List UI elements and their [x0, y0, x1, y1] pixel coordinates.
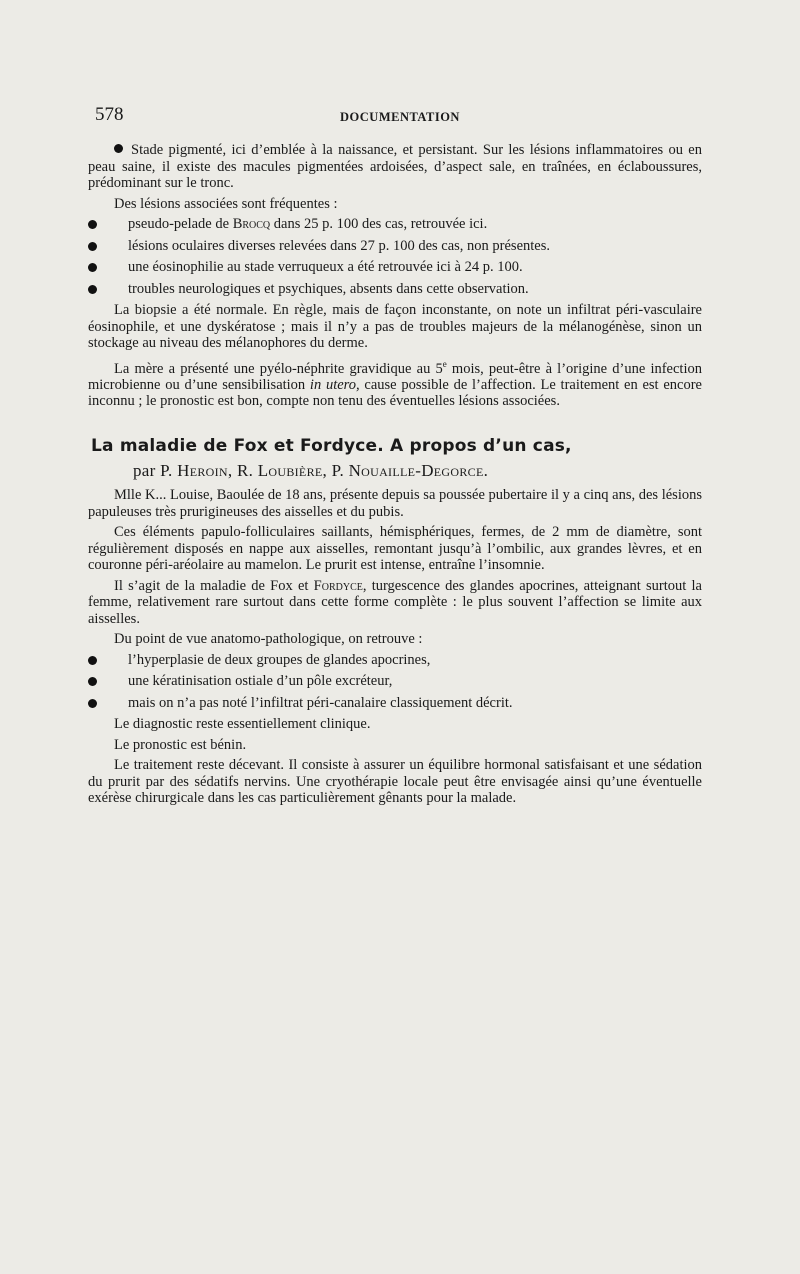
article-title: La maladie de Fox et Fordyce. A propos d’un cas, [91, 436, 572, 456]
list-associated-lesions [88, 216, 702, 297]
list-item: une éosinophilie au stade verruqueux a été retrouvée ici à 24 p. 100. [88, 259, 702, 276]
section-fox-fordyce [88, 487, 702, 811]
article-authors: par P. Heroin, R. Loubière, P. Nouaille-Degorce. [133, 461, 489, 480]
paragraph-traitement: Le traitement reste décevant. Il consiste à assurer un équilibre hormonal satisfaisant et une sédation du prurit par des sédatifs nervins. Une cryothérapie locale peut être envisagée ainsi qu’une éventuelle exérèse chirurgicale dans les cas particulièrement gênants pour la malade. [88, 757, 702, 806]
bullet-icon [88, 656, 97, 665]
bullet-icon [88, 285, 97, 294]
list-item: lésions oculaires diverses relevées dans 27 p. 100 des cas, non présentes. [88, 238, 702, 255]
section-previous-article [88, 142, 702, 414]
running-head: DOCUMENTATION [340, 110, 460, 124]
bullet-icon [88, 699, 97, 708]
list-item: une kératinisation ostiale d’un pôle excréteur, [88, 673, 702, 690]
paragraph-pronostic: Le pronostic est bénin. [114, 736, 247, 753]
bullet-icon [88, 677, 97, 686]
paragraph-diagnostic: Le diagnostic reste essentiellement clinique. [114, 716, 371, 732]
paragraph-patient: Mlle K... Louise, Baoulée de 18 ans, présente depuis sa poussée pubertaire il y a cinq ans, des lésions papuleuses très prurigineuses des aisselles et du pubis. [88, 487, 702, 520]
author-name: Fordyce [313, 577, 363, 594]
bullet-icon [114, 144, 123, 153]
bullet-icon [88, 263, 97, 272]
paragraph-lesions-intro: Des lésions associées sont fréquentes : [114, 195, 338, 212]
list-anapath-findings [88, 652, 702, 712]
bullet-icon [88, 220, 97, 229]
list-item: pseudo-pelade de Brocq dans 25 p. 100 des cas, retrouvée ici. [88, 216, 702, 233]
list-item: mais on n’a pas noté l’infiltrat péri-canalaire classiquement décrit. [88, 695, 702, 712]
paragraph-stade-pigmente: Stade pigmenté, ici d’emblée à la naissance, et persistant. Sur les lésions inflammatoires ou en peau saine, il existe des macules pigmentées ardoisées, d’aspect sale, en traînées, en éclaboussures, prédominant sur le tronc. [88, 142, 702, 191]
page-header [95, 104, 705, 128]
list-item: l’hyperplasie de deux groupes de glandes apocrines, [88, 652, 702, 669]
bullet-icon [88, 242, 97, 251]
page-number: 578 [95, 104, 124, 125]
list-item: troubles neurologiques et psychiques, absents dans cette observation. [88, 281, 702, 298]
paragraph-anapath-intro: Du point de vue anatomo-pathologique, on retrouve : [114, 631, 423, 647]
author-name: Brocq [232, 216, 271, 232]
paragraph-biopsie: La biopsie a été normale. En règle, mais de façon inconstante, on note un infiltrat péri-vasculaire éosinophile, et une dyskératose ; mais il n’y a pas de troubles majeurs de la mélanogénèse, sinon un stockage au niveau des mélanophores du derme. [88, 302, 702, 351]
paragraph-mere: La mère a présenté une pyélo-néphrite gravidique au 5e mois, peut-être à l’origine d’une infection microbienne ou d’une sensibilisation in utero, cause possible de l’affection. Le traitement en est encore inconnu ; le pronostic est bon, compte non tenu des éventuelles lésions associées. [88, 358, 702, 410]
paragraph-elements: Ces éléments papulo-folliculaires saillants, hémisphériques, fermes, de 2 mm de diamètre, sont régulièrement disposés en nappe aux aisselles, remontant jusqu’à l’ombilic, aux grandes lèvres, et en couronne péri-aréolaire au mamelon. Le prurit est intense, entraîne l’insomnie. [88, 524, 702, 573]
paragraph-diagnosis-definition: Il s’agit de la maladie de Fox et Fordyce, turgescence des glandes apocrines, atteignant surtout la femme, relativement rare surtout dans cette forme complète : le plus souvent l’affection se limite aux aisselles. [88, 577, 702, 627]
